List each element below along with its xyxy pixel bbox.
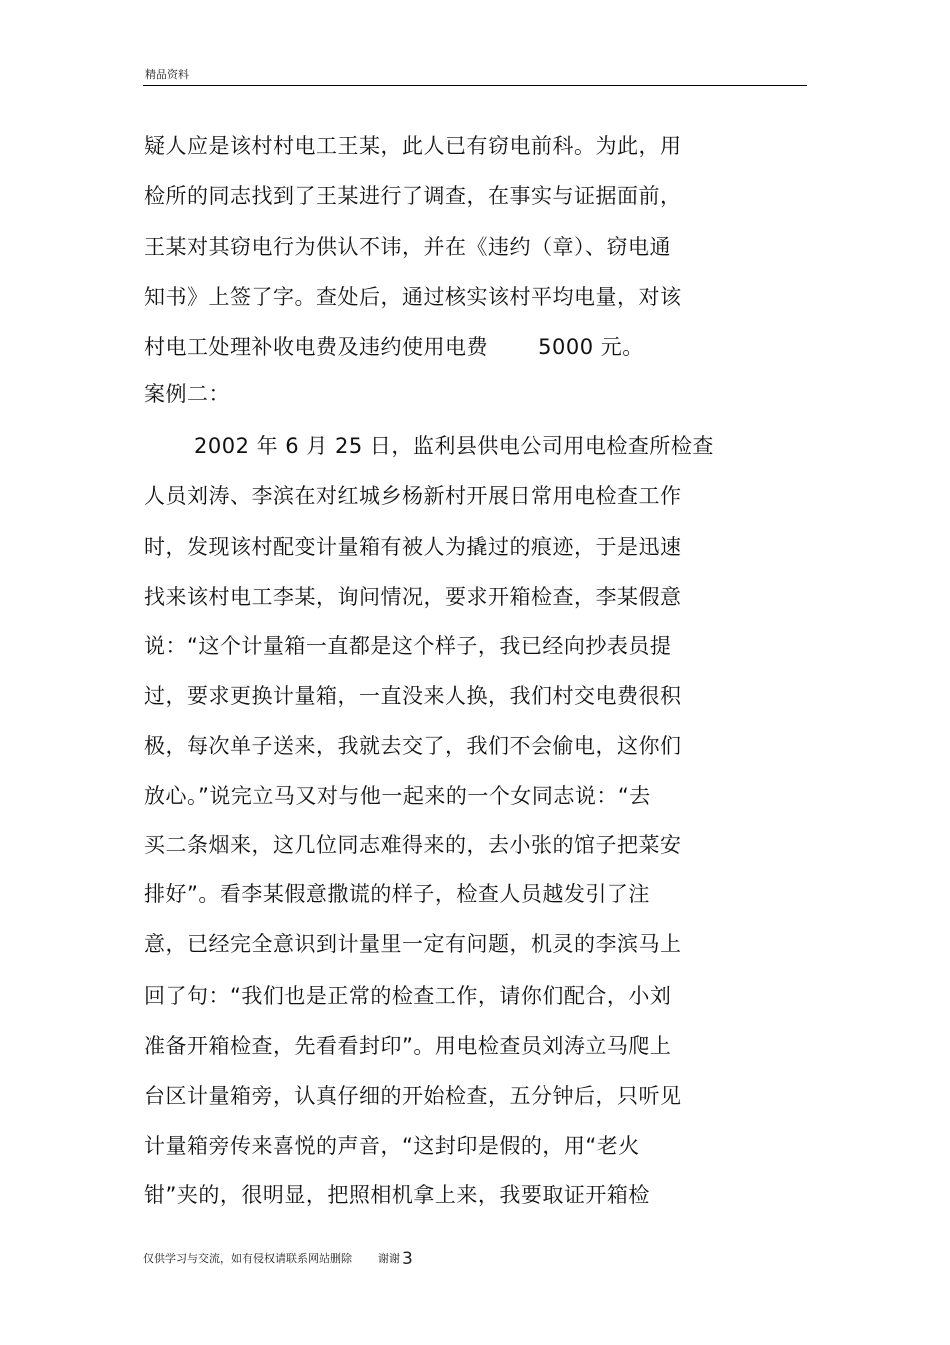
body-line: 台区计量箱旁，认真仔细的开始检查，五分钟后，只听见 xyxy=(144,1084,682,1108)
body-line: 回了句：“我们也是正常的检查工作，请你们配合，小刘 xyxy=(144,984,672,1008)
body-line: 说：“这个计量箱一直都是这个样子，我已经向抄表员提 xyxy=(144,634,672,658)
header-divider xyxy=(143,85,807,86)
body-line: 时，发现该村配变计量箱有被人为撬过的痕迹，于是迅速 xyxy=(144,535,682,559)
body-line: 2002 年 6 月 25 日，监利县供电公司用电检查所检查 xyxy=(194,434,714,458)
page-number: 3 xyxy=(402,1249,413,1269)
body-line: 放心。”说完立马又对与他一起来的一个女同志说：“去 xyxy=(144,784,651,808)
page-footer xyxy=(143,1249,413,1269)
page-header-label: 精品资料 xyxy=(145,68,189,81)
body-line: 准备开箱检查，先看看封印”。用电检查员刘涛立马爬上 xyxy=(144,1034,672,1058)
section-heading: 案例二： xyxy=(144,382,230,406)
body-line: 过，要求更换计量箱，一直没来人换，我们村交电费很积 xyxy=(144,684,682,708)
body-line: 知书》上签了字。查处后，通过核实该村平均电量，对该 xyxy=(144,285,682,309)
body-line: 排好”。看李某假意撒谎的样子，检查人员越发引了注 xyxy=(144,882,650,906)
body-line: 计量箱旁传来喜悦的声音，“这封印是假的，用“老火 xyxy=(144,1134,640,1158)
body-line: 买二条烟来，这几位同志难得来的，去小张的馆子把菜安 xyxy=(144,833,682,857)
body-line: 村电工处理补收电费及违约使用电费 5000 元。 xyxy=(144,335,644,359)
body-line: 意，已经完全意识到计量里一定有问题，机灵的李滨马上 xyxy=(144,932,682,956)
body-line: 疑人应是该村村电工王某，此人已有窃电前科。为此，用 xyxy=(144,134,682,158)
footer-thanks: 谢谢 xyxy=(378,1252,400,1265)
body-line: 极，每次单子送来，我就去交了，我们不会偷电，这你们 xyxy=(144,734,682,758)
body-line: 检所的同志找到了王某进行了调查，在事实与证据面前， xyxy=(144,184,682,208)
body-line: 找来该村电工李某，询问情况，要求开箱检查，李某假意 xyxy=(144,585,682,609)
body-line: 钳”夹的，很明显，把照相机拿上来，我要取证开箱检 xyxy=(144,1183,650,1207)
footer-notice: 仅供学习与交流，如有侵权请联系网站删除 xyxy=(143,1252,352,1265)
body-line: 王某对其窃电行为供认不讳，并在《违约（章）、窃电通 xyxy=(144,235,671,259)
body-line: 人员刘涛、李滨在对红城乡杨新村开展日常用电检查工作 xyxy=(144,484,682,508)
